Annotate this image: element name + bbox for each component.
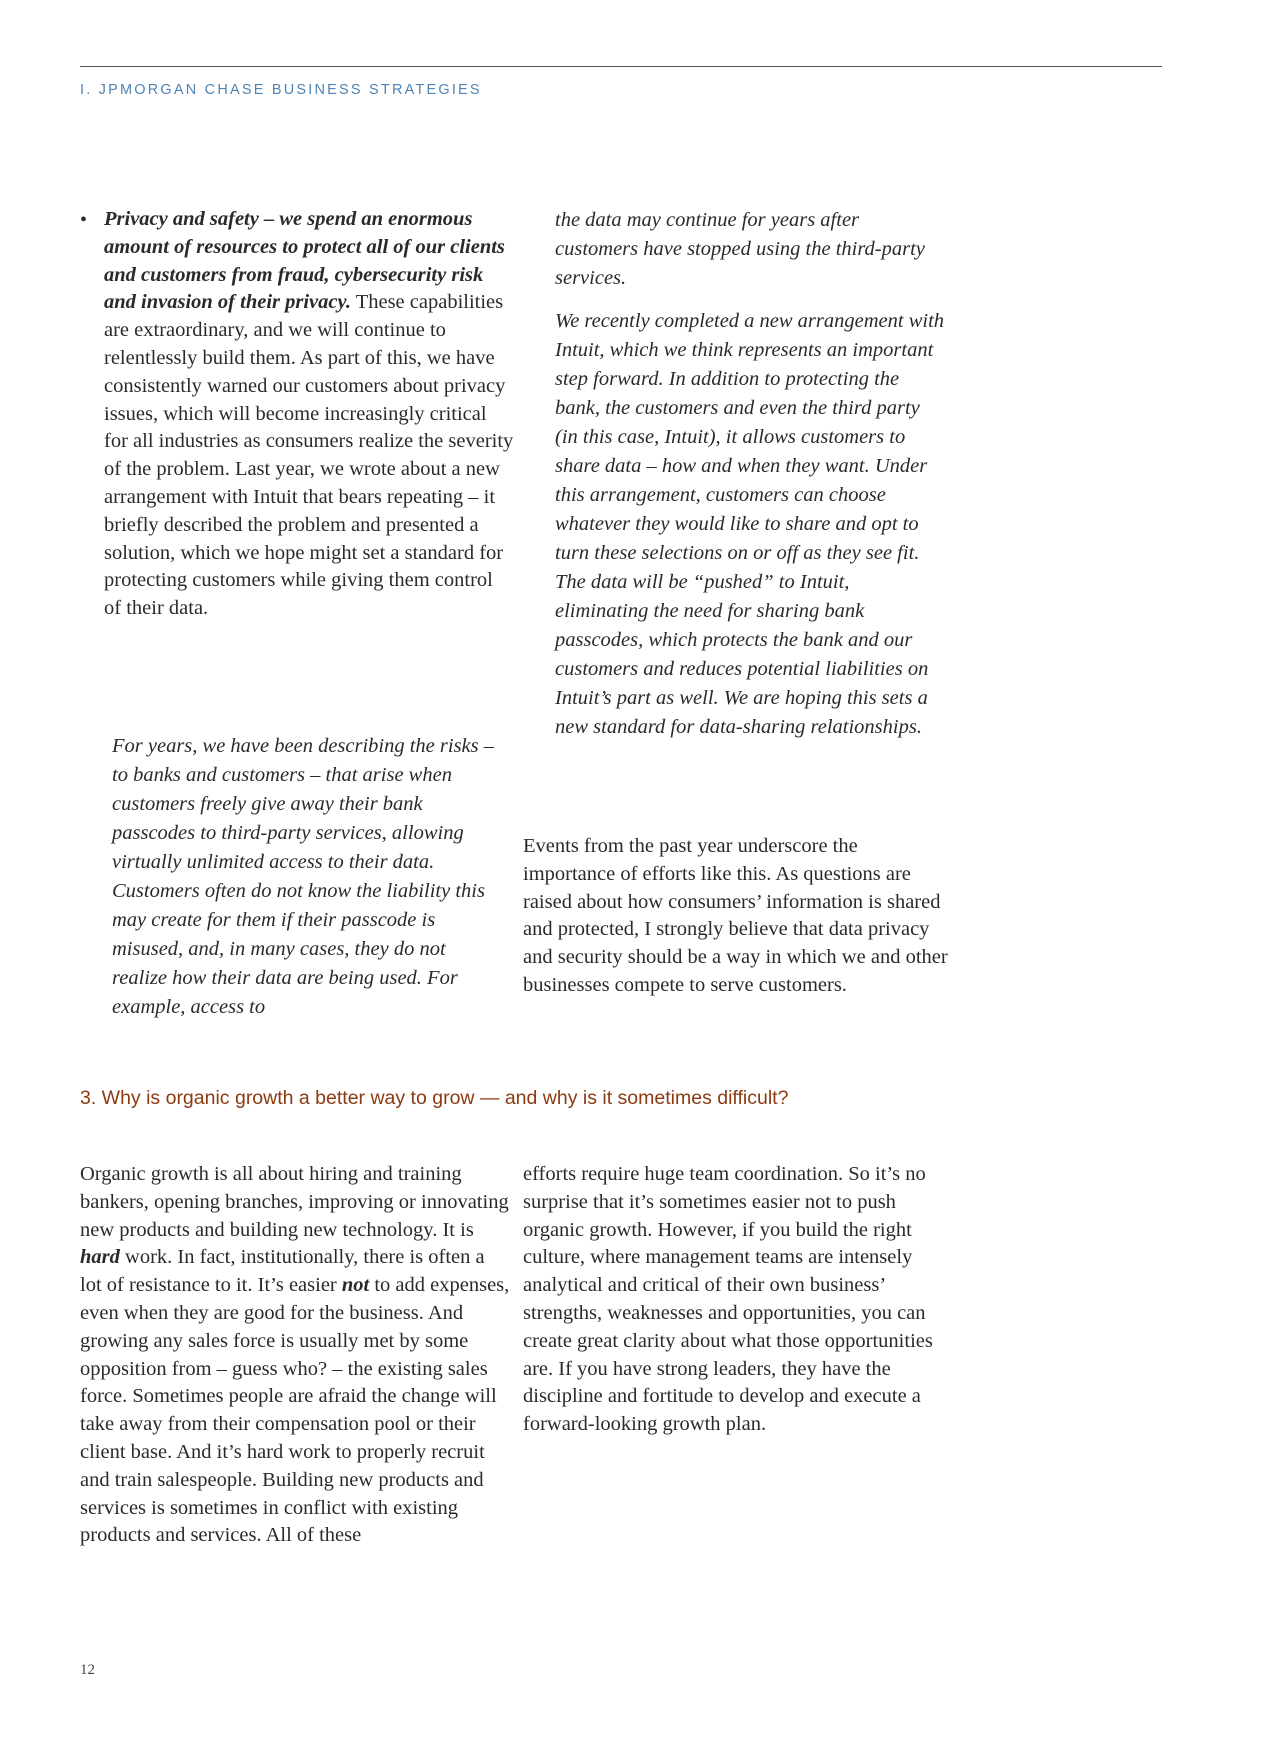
section3-right-column bbox=[523, 1161, 953, 1439]
s3-emphasis-not: not bbox=[341, 1274, 370, 1297]
bullet-marker: • bbox=[80, 209, 88, 231]
section3-heading: 3. Why is organic growth a better way to grow — and why is it sometimes difficult? bbox=[80, 1087, 789, 1109]
s3-text-1: Organic growth is all about hiring and training bankers, opening branches, improving or innovating new products and building new technology. It is bbox=[80, 1163, 509, 1241]
s3-text-2: work. In fact, institutionally, there is often a lot of resistance to it. It’s easier bbox=[80, 1246, 485, 1297]
section3-left-column bbox=[80, 1161, 510, 1550]
bullet-lead: Privacy and safety – we spend an enormous amount of resources to protect all of our clients and customers from fraud, cybersecurity risk and invasion of their privacy. bbox=[104, 208, 505, 314]
s3-text-3: to add expenses, even when they are good for the business. And growing any sales force is usually met by some opposition from – guess who? – the existing sales force. Sometimes people are afraid the change will take away from their compensation pool or their client base. And it’s hard work to properly recruit and train salespeople. Building new products and services is sometimes in conflict with existing products and services. All of these bbox=[80, 1274, 510, 1547]
quote-part1-continued: the data may continue for years after customers have stopped using the third-party services. bbox=[555, 209, 925, 289]
quote-part1: For years, we have been describing the risks – to banks and customers – that arise when customers freely give away their bank passcodes to third-party services, allowing virtually unlimited access to their data. Customers often do not know the liability this may create for them if their passcode is misused, and, in many cases, they do not realize how their data are being used. For example, access to bbox=[112, 735, 495, 1018]
quote-part2: We recently completed a new arrangement with Intuit, which we think represents an important step forward. In addition to protecting the bank, the customers and even the third party (in this case, Intuit), it allows customers to share data – how and when they want. Under this arrangement, customers can choose whatever they would like to share and opt to turn these selections on or off as they see fit. The data will be “pushed” to Intuit, eliminating the need for sharing bank passcodes, which protects the bank and our customers and reduces potential liabilities on Intuit’s part as well. We are hoping this sets a new standard for data-sharing relationships. bbox=[555, 310, 945, 738]
events-paragraph bbox=[523, 833, 953, 1000]
events-text: Events from the past year underscore the importance of efforts like this. As questions are raised about how consumers’ information is shared and protected, I strongly believe that data privacy and security should be a way in which we and other businesses compete to serve customers. bbox=[523, 835, 948, 996]
bullet-body: These capabilities are extraordinary, and we will continue to relentlessly build them. As part of this, we have consistently warned our customers about privacy issues, which will become increasingly critical for all industries as consumers realize the severity of the problem. Last year, we wrote about a new arrangement with Intuit that bears repeating – it briefly described the problem and presented a solution, which we hope might set a standard for protecting customers while giving them control of their data. bbox=[104, 291, 514, 620]
page-number: 12 bbox=[80, 1662, 95, 1678]
s3-right-text: efforts require huge team coordination. So it’s no surprise that it’s sometimes easier not to push organic growth. However, if you build the right culture, where management teams are intensely analytical and critical of their own business’ strengths, weaknesses and opportunities, you can create great clarity about what those opportunities are. If you have strong leaders, they have the discipline and fortitude to develop and execute a forward-looking growth plan. bbox=[523, 1163, 933, 1436]
s3-emphasis-hard: hard bbox=[80, 1246, 120, 1269]
bullet-paragraph bbox=[104, 206, 514, 623]
header-rule bbox=[80, 66, 1162, 67]
section-header: I. JPMORGAN CHASE BUSINESS STRATEGIES bbox=[80, 82, 482, 98]
quote-block-right bbox=[555, 206, 945, 756]
quote-block-left bbox=[112, 732, 502, 1022]
